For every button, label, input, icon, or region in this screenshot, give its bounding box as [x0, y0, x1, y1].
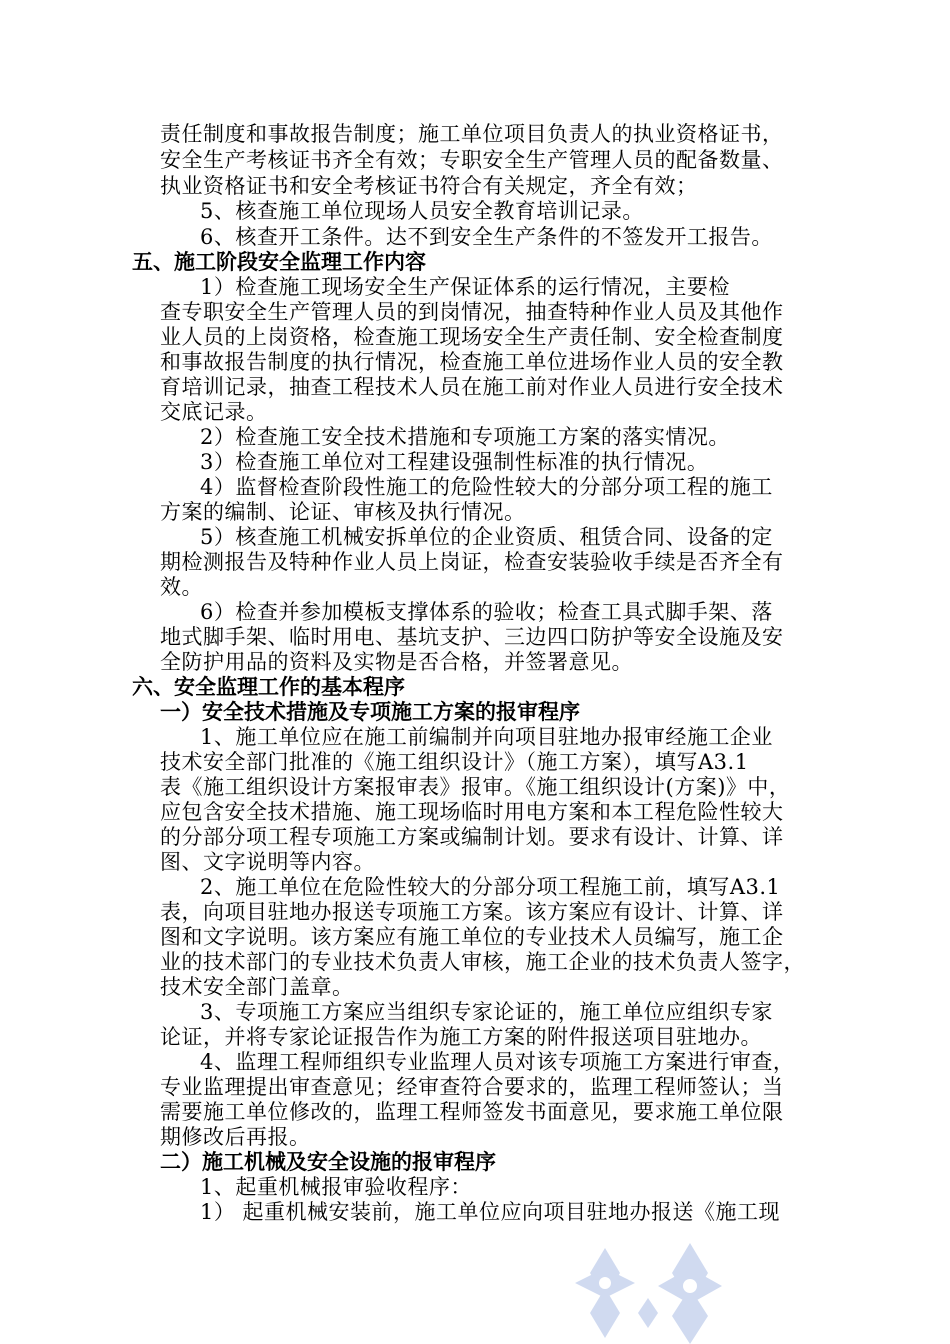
text-line: 育培训记录，抽查工程技术人员在施工前对作业人员进行安全技术	[160, 375, 784, 399]
text-line: 方案的编制、论证、审核及执行情况。	[160, 500, 526, 524]
subsection-heading-2: 二）施工机械及安全设施的报审程序	[160, 1150, 496, 1174]
text-line: 技术安全部门批准的《施工组织设计》（施工方案），填写A3.1	[160, 750, 749, 774]
text-line: 业人员的上岗资格，检查施工现场安全生产责任制、安全检查制度	[160, 325, 784, 349]
text-line: 1、起重机械报审验收程序：	[200, 1175, 472, 1199]
text-line: 2）检查施工安全技术措施和专项施工方案的落实情况。	[200, 425, 730, 449]
text-line: 图、文字说明等内容。	[160, 850, 375, 874]
text-line: 3、专项施工方案应当组织专家论证的，施工单位应组织专家	[200, 1000, 773, 1024]
text-line: 期修改后再报。	[160, 1125, 311, 1149]
text-line: 地式脚手架、临时用电、基坑支护、三边四口防护等安全设施及安	[160, 625, 784, 649]
text-line: 的分部分项工程专项施工方案或编制计划。要求有设计、计算、详	[160, 825, 784, 849]
section-heading-5: 五、施工阶段安全监理工作内容	[132, 250, 426, 274]
section-heading-6: 六、安全监理工作的基本程序	[132, 675, 405, 699]
text-line: 交底记录。	[160, 400, 268, 424]
text-line: 6、核查开工条件。达不到安全生产条件的不签发开工报告。	[200, 225, 773, 249]
text-line: 全防护用品的资料及实物是否合格，并签署意见。	[160, 650, 633, 674]
text-line: 2、施工单位在危险性较大的分部分项工程施工前，填写A3.1	[200, 875, 781, 899]
text-line: 1、施工单位应在施工前编制并向项目驻地办报审经施工企业	[200, 725, 773, 749]
text-line: 专业监理提出审查意见；经审查符合要求的，监理工程师签认；当	[160, 1075, 784, 1099]
text-line: 安全生产考核证书齐全有效；专职安全生产管理人员的配备数量、	[160, 148, 784, 172]
text-line: 表，向项目驻地办报送专项施工方案。该方案应有设计、计算、详	[160, 900, 784, 924]
text-line: 执业资格证书和安全考核证书符合有关规定，齐全有效；	[160, 174, 698, 198]
text-line: 4）监督检查阶段性施工的危险性较大的分部分项工程的施工	[200, 475, 773, 499]
text-line: 5）核查施工机械安拆单位的企业资质、租赁合同、设备的定	[200, 525, 773, 549]
text-line: 技术安全部门盖章。	[160, 975, 354, 999]
text-line: 图和文字说明。该方案应有施工单位的专业技术人员编写，施工企	[160, 925, 784, 949]
text-line: 论证，并将专家论证报告作为施工方案的附件报送项目驻地办。	[160, 1025, 762, 1049]
text-line: 3）检查施工单位对工程建设强制性标准的执行情况。	[200, 450, 709, 474]
text-line: 表《施工组织设计方案报审表》报审。《施工组织设计(方案)》中，	[160, 775, 791, 799]
text-line: 应包含安全技术措施、施工现场临时用电方案和本工程危险性较大	[160, 800, 784, 824]
text-line: 期检测报告及特种作业人员上岗证，检查安装验收手续是否齐全有	[160, 550, 784, 574]
subsection-heading-1: 一）安全技术措施及专项施工方案的报审程序	[160, 700, 580, 724]
text-line: 查专职安全生产管理人员的到岗情况，抽查特种作业人员及其他作	[160, 300, 784, 324]
snowflake-watermark-icon	[560, 1228, 740, 1344]
text-line: 业的技术部门的专业技术负责人审核，施工企业的技术负责人签字，	[160, 950, 805, 974]
text-line: 4、监理工程师组织专业监理人员对该专项施工方案进行审查，	[200, 1050, 795, 1074]
text-line: 6）检查并参加模板支撑体系的验收；检查工具式脚手架、落	[200, 600, 773, 624]
text-line: 效。	[160, 575, 203, 599]
text-line: 责任制度和事故报告制度；施工单位项目负责人的执业资格证书，	[160, 122, 784, 146]
text-line: 5、核查施工单位现场人员安全教育培训记录。	[200, 199, 644, 223]
text-line: 1） 起重机械安装前，施工单位应向项目驻地办报送《施工现	[200, 1200, 781, 1224]
text-line: 和事故报告制度的执行情况，检查施工单位进场作业人员的安全教	[160, 350, 784, 374]
text-line: 需要施工单位修改的，监理工程师签发书面意见，要求施工单位限	[160, 1100, 784, 1124]
text-line: 1）检查施工现场安全生产保证体系的运行情况，主要检	[200, 275, 730, 299]
